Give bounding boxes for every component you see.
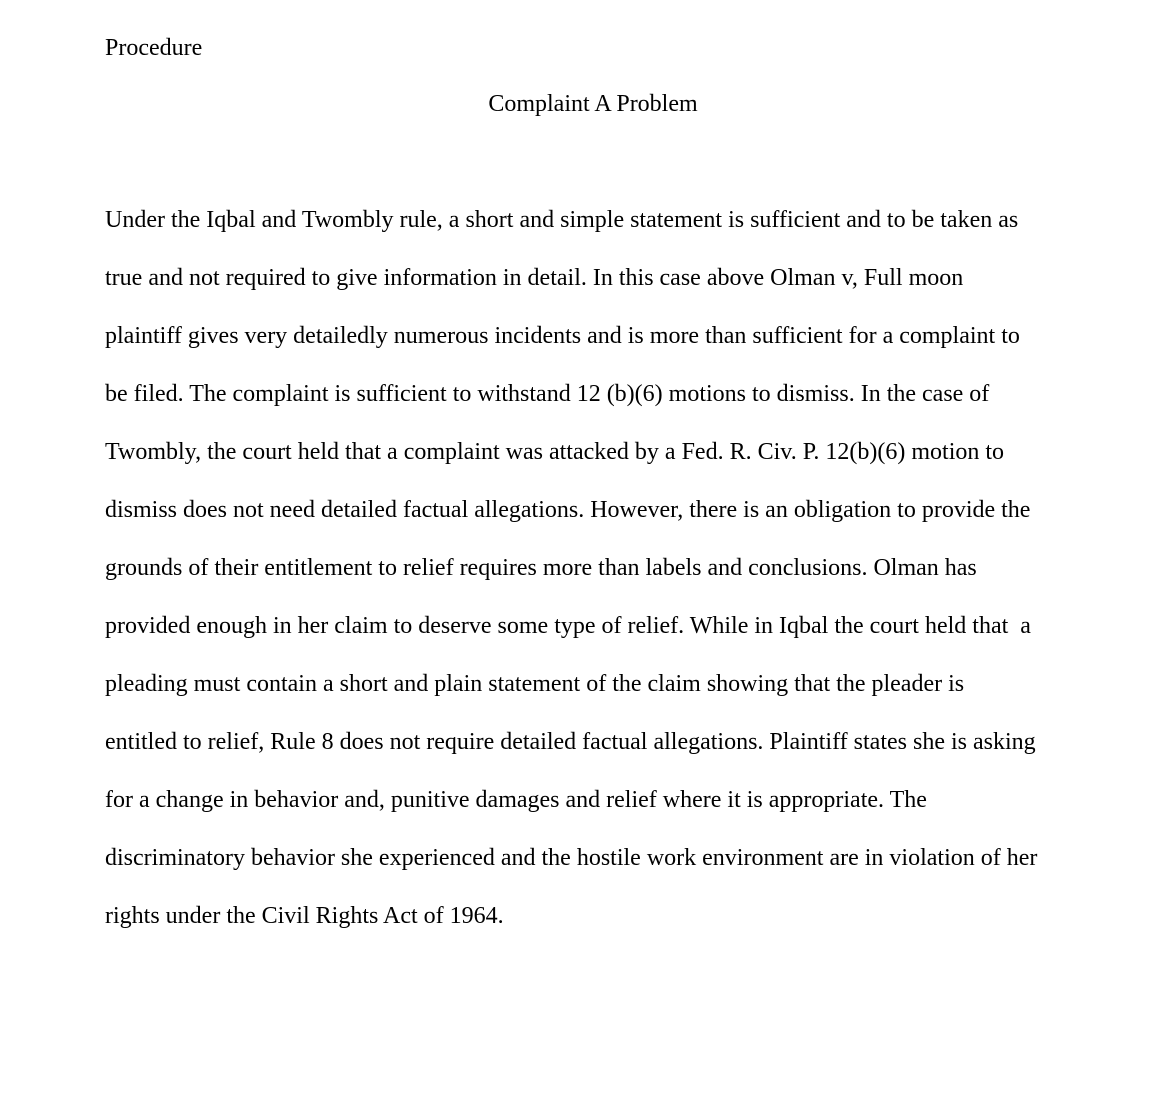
paragraph-line: entitled to relief, Rule 8 does not require detailed factual allegations. Plaintiff states she is asking <box>105 729 1036 755</box>
document-title: Complaint A Problem <box>488 91 698 117</box>
paragraph-line: be filed. The complaint is sufficient to withstand 12 (b)(6) motions to dismiss. In the case of <box>105 381 990 407</box>
paragraph-line: grounds of their entitlement to relief requires more than labels and conclusions. Olman has <box>105 555 977 581</box>
body-paragraph <box>105 204 1095 958</box>
paragraph-line: Under the Iqbal and Twombly rule, a short and simple statement is sufficient and to be taken as <box>105 207 1019 233</box>
paragraph-line: true and not required to give information in detail. In this case above Olman v, Full moon <box>105 265 964 291</box>
paragraph-line: Twombly, the court held that a complaint was attacked by a Fed. R. Civ. P. 12(b)(6) motion to <box>105 439 1005 465</box>
running-header: Procedure <box>105 35 203 61</box>
paragraph-line: rights under the Civil Rights Act of 1964. <box>105 903 504 929</box>
paragraph-line: pleading must contain a short and plain statement of the claim showing that the pleader is <box>105 671 965 697</box>
paragraph-line: provided enough in her claim to deserve some type of relief. While in Iqbal the court held that a <box>105 613 1031 639</box>
paragraph-line: dismiss does not need detailed factual allegations. However, there is an obligation to provide the <box>105 497 1031 523</box>
paragraph-line: discriminatory behavior she experienced and the hostile work environment are in violation of her <box>105 845 1038 871</box>
paragraph-line: for a change in behavior and, punitive damages and relief where it is appropriate. The <box>105 787 927 813</box>
paragraph-line: plaintiff gives very detailedly numerous incidents and is more than sufficient for a complaint to <box>105 323 1020 349</box>
